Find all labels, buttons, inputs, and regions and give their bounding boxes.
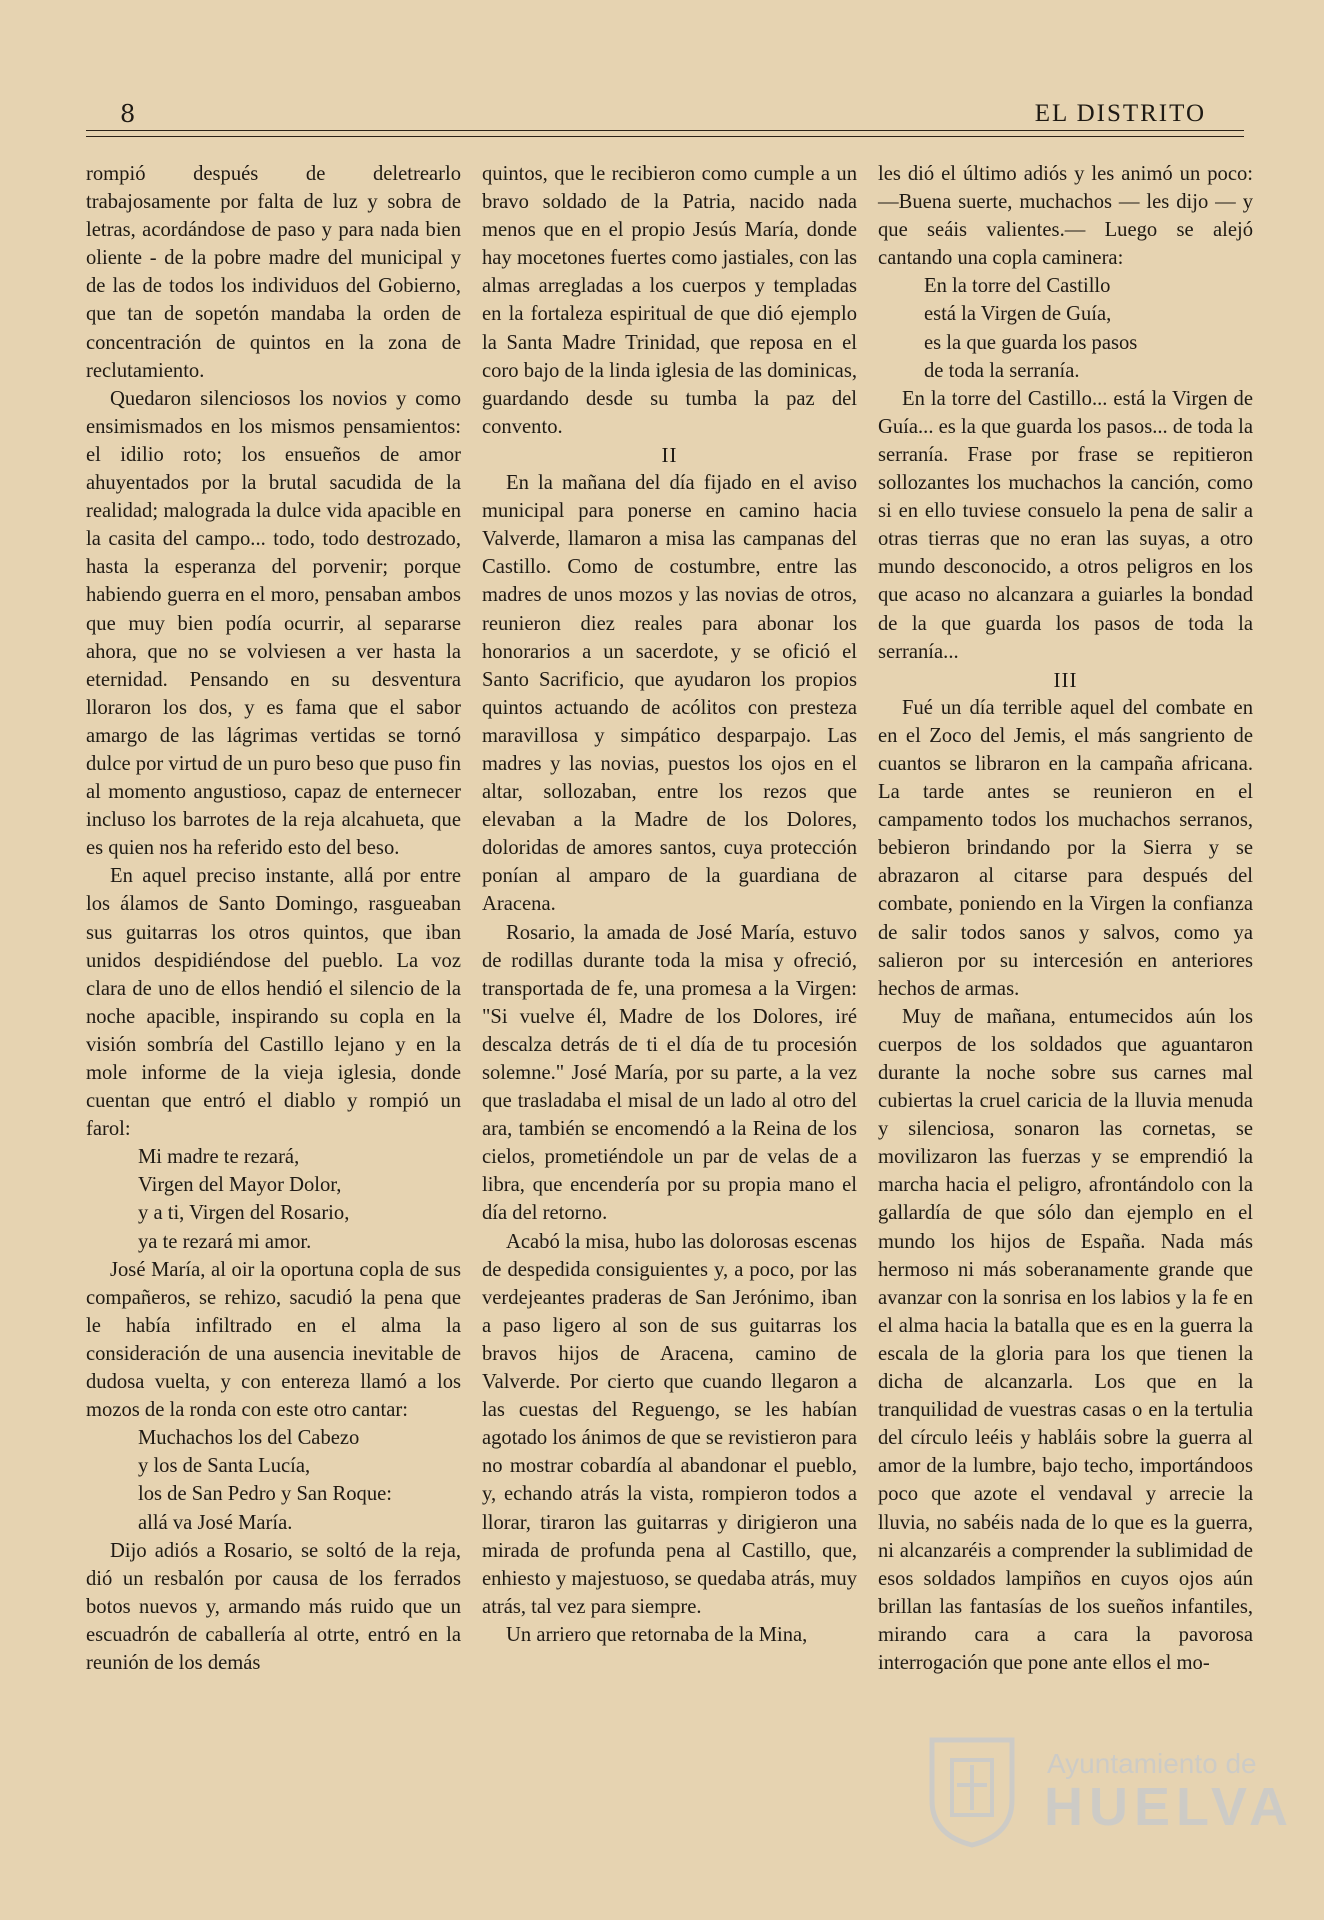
- col3-paragraph-4: Muy de mañana, entumecidos aún los cuerpos de los soldados que aguantaron durante la noche sobre sus carnes mal cubiertas la cruel caricia de la lluvia menuda y silenciosa, sonaron las cornetas, se movilizaron las fuerzas y se emprendió la marcha hacia el peligro, afrontándolo con la gallardía de que sólo dan ejemplo en el mundo los hijos de España. Nada más hermoso ni más soberanamente grande que avanzar con la sonrisa en los labios y la fe en el alma hacia la batalla que es en la guerra la escala de la gloria para los que tienen la dicha de alcanzarla. Los que en la tranquilidad de vuestras casas o en la tertulia del círculo leéis y habláis sobre la guerra al amor de la lumbre, bajo techo, importándoos poco que azote el vendaval y arrecie la lluvia, no sabéis nada de lo que es la guerra, ni alcanzaréis a comprender la sublimidad de esos soldados lampiños en cuyos ojos aún brillan las fantasías de los sueños infantiles, mirando cara a cara la pavorosa interrogación que pone ante ellos el mo-: [878, 1005, 1253, 1674]
- column-1: [86, 160, 461, 1677]
- col1-paragraph-1: rompió después de deletrearlo trabajosamente por falta de luz y sobra de letras, acordándose de paso y para nada bien oliente - de la pobre madre del municipal y de las de todos los individuos del Gobierno, que tan de sopetón mandaba la orden de concentración de quintos en la zona de reclutamiento.: [86, 163, 461, 382]
- verse-line: allá va José María.: [138, 1511, 293, 1534]
- col1-verse-1: [86, 1143, 461, 1255]
- column-3: [878, 160, 1253, 1677]
- col2-paragraph-5: Un arriero que retornaba de la Mina,: [506, 1623, 808, 1646]
- verse-line: ya te rezará mi amor.: [138, 1230, 312, 1253]
- col1-paragraph-3: En aquel preciso instante, allá por entre los álamos de Santo Domingo, rasgueaban sus guitarras los otros quintos, que iban unidos despidiéndose del pueblo. La voz clara de uno de ellos hendió el silencio de la noche apacible, inspirando su copla en la visión sombría del Castillo lejano y en la mole informe de la vieja iglesia, donde cuentan que entró el diablo y rompió un farol:: [86, 865, 461, 1141]
- section-heading-iii: III: [1053, 667, 1078, 692]
- verse-line: En la torre del Castillo: [924, 275, 1111, 298]
- verse-line: Virgen del Mayor Dolor,: [138, 1174, 342, 1197]
- col3-verse-1: [878, 272, 1253, 384]
- verse-line: y los de Santa Lucía,: [138, 1455, 311, 1478]
- verse-line: Muchachos los del Cabezo: [138, 1427, 360, 1450]
- col1-paragraph-5: Dijo adiós a Rosario, se soltó de la reja, dió un resbalón por causa de los ferrados botos nuevos y, armando más ruido que un escuadrón de caballería al otrte, entró en la reunión de los demás: [86, 1539, 461, 1674]
- col2-paragraph-1: quintos, que le recibieron como cumple a un bravo soldado de la Patria, nacido nada menos que en el propio Jesús María, donde hay mocetones fuertes como jastiales, con las almas arregladas a los cuerpos y templadas en la fortaleza espiritual de que dió ejemplo la Santa Madre Trinidad, que reposa en el coro bajo de la linda iglesia de las dominicas, guardando desde su tumba la paz del convento.: [482, 163, 857, 438]
- verse-line: de toda la serranía.: [924, 359, 1080, 382]
- col1-paragraph-2: Quedaron silenciosos los novios y como ensimismados en los mismos pensamientos: el idilio roto; los ensueños de amor ahuyentados por la brutal sacudida de la realidad; malograda la dulce vida apacible en la casita del campo... todo, todo destrozado, hasta la esperanza del porvenir; porque habiendo guerra en el moro, pensaban ambos que muy bien podía ocurrir, al separarse ahora, que no se volviesen a ver hasta la eternidad. Pensando en su desventura lloraron los dos, y es fama que el sabor amargo de las lágrimas vertidas se tornó dulce por virtud de un puro beso que puso fin al momento angustioso, capaz de enternecer incluso los barrotes de la reja alcahueta, que es quien nos ha referido esto del beso.: [86, 387, 461, 860]
- col2-paragraph-2: En la mañana del día fijado en el aviso municipal para ponerse en camino hacia Valverde, llamaron a misa las campanas del Castillo. Como de costumbre, entre las madres de unos mozos y las novias de otros, reunieron diez reales para abonar los honorarios a un sacerdote, y se ofició el Santo Sacrificio, que ayudaron los propios quintos actuando de acólitos con presteza maravillosa y simpático desparpajo. Las madres y las novias, puestos los ojos en el altar, sollozaban, entre los rezos que elevaban a la Madre de los Dolores, doloridas de amores santos, cuya protección ponían al amparo de la guardiana de Aracena.: [482, 472, 857, 916]
- verse-line: está la Virgen de Guía,: [924, 303, 1112, 326]
- col2-paragraph-4: Acabó la misa, hubo las dolorosas escenas de despedida consiguientes y, a poco, por las verdejeantes praderas de San Jerónimo, iban a paso ligero al son de sus guitarras los bravos hijos de Aracena, camino de Valverde. Por cierto que cuando llegaron a las cuestas del Reguengo, se les habían agotado los ánimos de que se revistieron para no mostrar cobardía al abandonar el pueblo, y, echando atrás la vista, rompieron todos a llorar, tiraron las guitarras y dirigieron una mirada de profunda pena al Castillo, que, enhiesto y majestuoso, se quedaba atrás, muy atrás, tal vez para siempre.: [482, 1230, 857, 1618]
- col3-paragraph-1: les dió el último adiós y les animó un poco:—Buena suerte, muchachos — les dijo — y que seáis valientes.— Luego se alejó cantando una copla caminera:: [878, 163, 1253, 270]
- col3-paragraph-2: En la torre del Castillo... está la Virgen de Guía... es la que guarda los pasos... de toda la serranía. Frase por frase se repitieron sollozantes los muchachos la canción, como si en ello tuviese consuelo la pena de salir a otras tierras que no eran las suyas, a otro mundo desconocido, a otros peligros en los que acaso no alcanzara a guiarles la bondad de la que guarda los pasos de toda la serranía...: [878, 387, 1253, 663]
- verse-line: es la que guarda los pasos: [924, 331, 1138, 354]
- journal-title: EL DISTRITO: [1034, 100, 1206, 127]
- watermark-line-2: HUELVA: [1044, 1777, 1294, 1837]
- column-2: [482, 160, 857, 1649]
- verse-line: Mi madre te rezará,: [138, 1146, 300, 1169]
- watermark: [912, 1730, 1294, 1850]
- coat-of-arms-icon: [912, 1730, 1032, 1850]
- col1-verse-2: [86, 1424, 461, 1536]
- header-rule: [86, 130, 1244, 137]
- verse-line: los de San Pedro y San Roque:: [138, 1483, 392, 1506]
- watermark-line-1: Ayuntamiento de: [1047, 1748, 1257, 1779]
- verse-line: y a ti, Virgen del Rosario,: [138, 1202, 350, 1225]
- col1-paragraph-4: José María, al oir la oportuna copla de sus compañeros, se rehizo, sacudió la pena que le había infiltrado en el alma la consideración de una ausencia inevitable de dudosa vuelta, y con entereza llamó a los mozos de la ronda con este otro cantar:: [86, 1258, 461, 1422]
- col2-paragraph-3: Rosario, la amada de José María, estuvo de rodillas durante toda la misa y ofreció, transportada de fe, una promesa a la Virgen: "Si vuelve él, Madre de los Dolores, iré descalza detrás de ti el día de tu procesión solemne." José María, por su parte, a la vez que trasladaba el misal de un lado al otro del ara, también se encomendó a la Reina de los cielos, prometiéndole un par de velas de a libra, que encendería por su propia mano el día del retorno.: [482, 921, 857, 1225]
- page-number: 8: [120, 100, 137, 128]
- section-heading-ii: II: [661, 442, 678, 467]
- col3-paragraph-3: Fué un día terrible aquel del combate en en el Zoco del Jemis, el más sangriento de cuantos se libraron en la campaña africana. La tarde antes se reunieron en el campamento todos los muchachos serranos, bebieron brindando por la Sierra y se abrazaron al citarse para después del combate, poniendo en la Virgen la confianza de salir todos sanos y salvos, como ya salieron por su intercesión en anteriores hechos de armas.: [878, 696, 1253, 1000]
